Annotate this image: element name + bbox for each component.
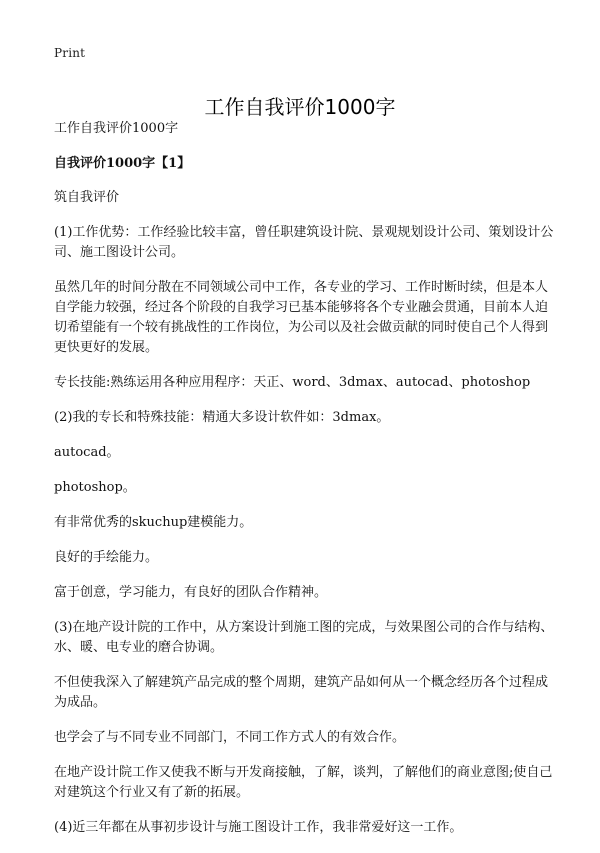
document-body	[54, 119, 554, 853]
paragraph: 不但使我深入了解建筑产品完成的整个周期，建筑产品如何从一个概念经历各个过程成为成品。	[54, 675, 549, 710]
paragraph: 有非常优秀的skuchup建模能力。	[54, 515, 253, 530]
paragraph: (3)在地产设计院的工作中，从方案设计到施工图的完成，与效果图公司的合作与结构、水、暖、电专业的磨合协调。	[54, 620, 554, 655]
paragraph: photoshop。	[54, 480, 136, 495]
paragraph: 也学会了与不同专业不同部门，不同工作方式人的有效合作。	[54, 730, 406, 745]
print-label: Print	[54, 46, 86, 60]
paragraph: 专长技能:熟练运用各种应用程序：天正、word、3dmax、autocad、photoshop	[54, 375, 531, 390]
paragraph: (2)我的专长和特殊技能：精通大多设计软件如：3dmax。	[54, 410, 390, 425]
paragraph: 筑自我评价	[54, 190, 120, 205]
paragraph: 良好的手绘能力。	[54, 550, 159, 565]
section-heading: 自我评价1000字【1】	[54, 156, 191, 171]
paragraph: autocad。	[54, 445, 120, 460]
paragraph: 虽然几年的时间分散在不同领域公司中工作，各专业的学习、工作时断时续，但是本人自学能力较强，经过各个阶段的自我学习已基本能够将各个专业融会贯通，目前本人迫切希望能有一个较有挑战性的工作岗位，为公司以及社会做贡献的同时使自己个人得到更快更好的发展。	[54, 280, 549, 355]
paragraph: 工作自我评价1000字	[54, 121, 179, 136]
document-title: 工作自我评价1000字	[204, 95, 396, 120]
paragraph: 在地产设计院工作又使我不断与开发商接触，了解，谈判，了解他们的商业意图;使自己对建筑这个行业又有了新的拓展。	[54, 765, 553, 800]
paragraph: (4)近三年都在从事初步设计与施工图设计工作，我非常爱好这一工作。	[54, 820, 463, 835]
paragraph: (1)工作优势：工作经验比较丰富，曾任职建筑设计院、景观规划设计公司、策划设计公司、施工图设计公司。	[54, 225, 554, 260]
paragraph: 富于创意，学习能力，有良好的团队合作精神。	[54, 585, 328, 600]
